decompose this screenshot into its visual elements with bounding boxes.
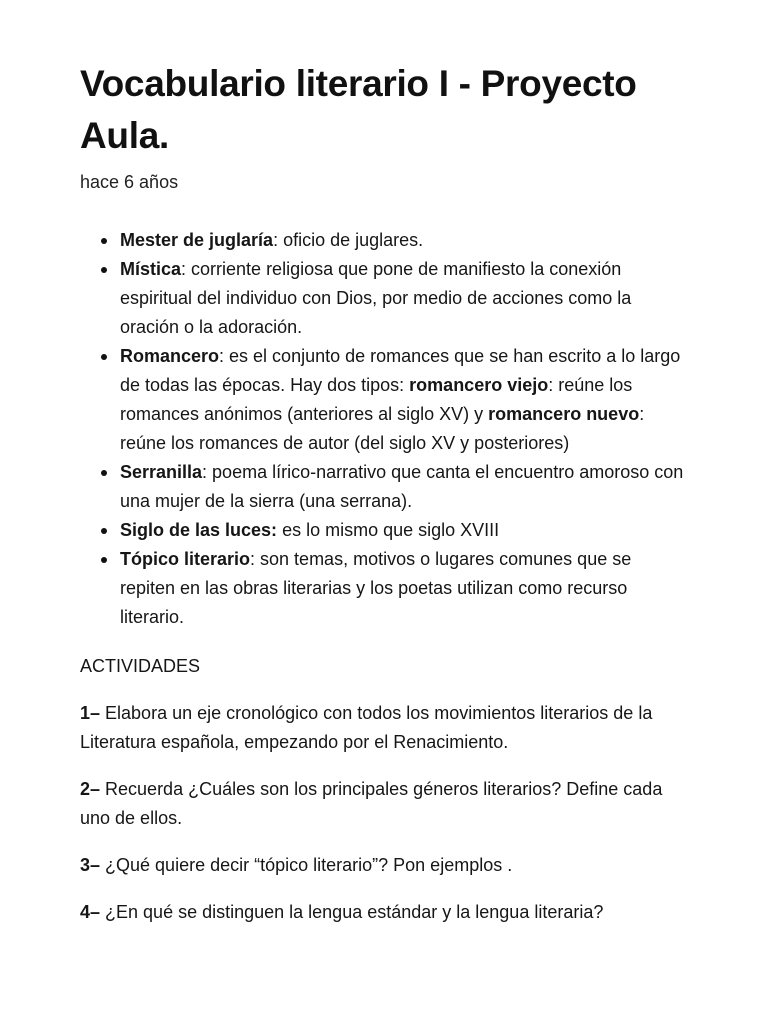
vocabulary-term: Mester de juglaría bbox=[120, 230, 274, 250]
vocabulary-list bbox=[80, 226, 688, 632]
vocabulary-definition: es lo mismo que siglo XVIII bbox=[277, 520, 500, 540]
vocabulary-item bbox=[120, 342, 688, 458]
vocabulary-subdefinition: : reúne los romances anónimos (anteriores al siglo XV) y bbox=[120, 375, 633, 424]
vocabulary-definition: : es el conjunto de romances que se han escrito a lo largo de todas las épocas. Hay dos tipos: bbox=[120, 346, 681, 395]
vocabulary-definition: : son temas, motivos o lugares comunes que se repiten en las obras literarias y los poetas utilizan como recurso literario. bbox=[120, 549, 632, 627]
vocabulary-item bbox=[120, 516, 688, 545]
vocabulary-item bbox=[120, 458, 688, 516]
vocabulary-item bbox=[120, 226, 688, 255]
vocabulary-definition: : corriente religiosa que pone de manifiesto la conexión espiritual del individuo con Dios, por medio de acciones como la oración o la adoración. bbox=[120, 259, 632, 337]
bullet-icon bbox=[101, 528, 107, 534]
bullet-icon bbox=[101, 238, 107, 244]
activity-item bbox=[80, 775, 688, 833]
activity-item bbox=[80, 851, 688, 880]
vocabulary-term: Siglo de las luces: bbox=[120, 520, 278, 540]
vocabulary-subterm: romancero nuevo bbox=[488, 404, 640, 424]
activity-text: ¿Qué quiere decir “tópico literario”? Pon ejemplos . bbox=[100, 855, 513, 875]
vocabulary-item bbox=[120, 255, 688, 342]
vocabulary-term: Romancero bbox=[120, 346, 220, 366]
vocabulary-item bbox=[120, 545, 688, 632]
activity-text: Elabora un eje cronológico con todos los movimientos literarios de la Literatura española, empezando por el Renacimiento. bbox=[80, 703, 653, 752]
vocabulary-subterm: romancero viejo bbox=[409, 375, 549, 395]
vocabulary-subdefinition: : reúne los romances de autor (del siglo XV y posteriores) bbox=[120, 404, 645, 453]
activity-text: ¿En qué se distinguen la lengua estándar y la lengua literaria? bbox=[100, 902, 604, 922]
bullet-icon bbox=[101, 267, 107, 273]
vocabulary-definition: : poema lírico-narrativo que canta el encuentro amoroso con una mujer de la sierra (una serrana). bbox=[120, 462, 684, 511]
bullet-icon bbox=[101, 354, 107, 360]
activities-heading: ACTIVIDADES bbox=[80, 656, 201, 676]
bullet-icon bbox=[101, 557, 107, 563]
post-age: hace 6 años bbox=[80, 172, 179, 192]
vocabulary-term: Serranilla bbox=[120, 462, 203, 482]
activity-item bbox=[80, 898, 688, 927]
activity-number: 2– bbox=[80, 779, 101, 799]
bullet-icon bbox=[101, 470, 107, 476]
activity-number: 1– bbox=[80, 703, 101, 723]
activity-text: Recuerda ¿Cuáles son los principales géneros literarios? Define cada uno de ellos. bbox=[80, 779, 663, 828]
vocabulary-term: Mística bbox=[120, 259, 182, 279]
vocabulary-term: Tópico literario bbox=[120, 549, 251, 569]
page-title: Vocabulario literario I - Proyecto Aula. bbox=[80, 63, 637, 156]
vocabulary-definition: : oficio de juglares. bbox=[273, 230, 424, 250]
activity-number: 3– bbox=[80, 855, 101, 875]
activity-item bbox=[80, 699, 688, 757]
activity-number: 4– bbox=[80, 902, 101, 922]
